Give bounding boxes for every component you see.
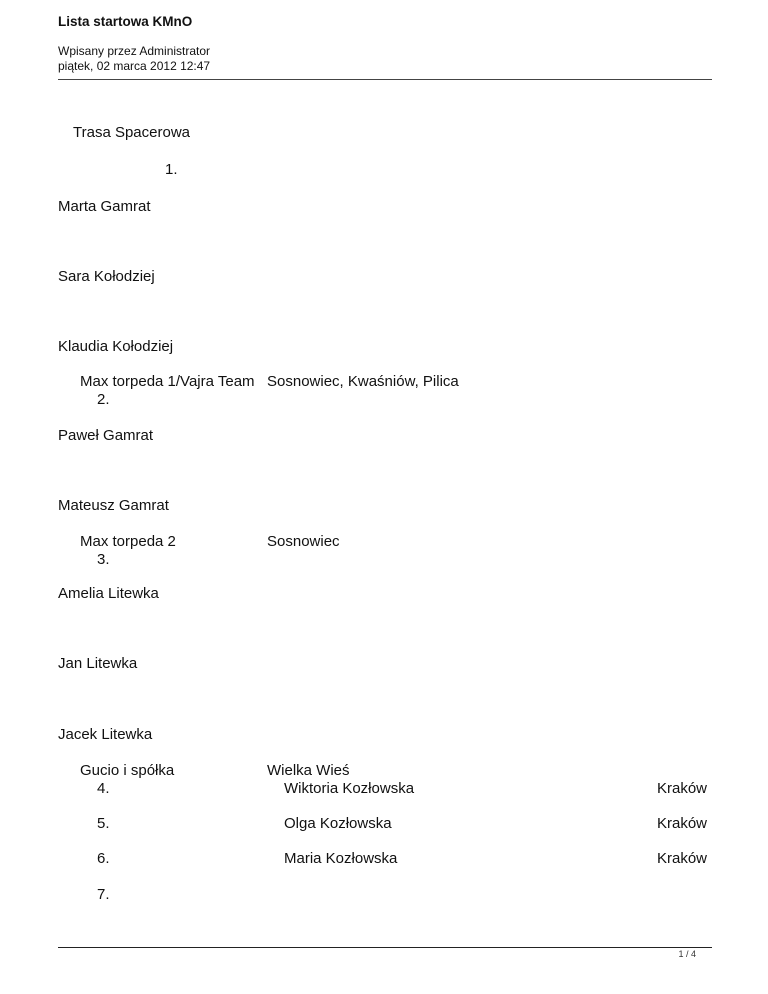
team-location: Sosnowiec, Kwaśniów, Pilica — [267, 373, 459, 390]
participant-name: Maria Kozłowska — [284, 850, 398, 867]
participant-city: Kraków — [657, 815, 708, 832]
team-name: Max torpeda 2 — [80, 533, 176, 550]
entry-number: 7. — [97, 886, 110, 903]
participant-name: Olga Kozłowska — [284, 815, 392, 832]
participant-name: Wiktoria Kozłowska — [284, 780, 415, 797]
entry-number: 1. — [165, 161, 178, 178]
team-location: Wielka Wieś — [267, 762, 350, 779]
route-name: Trasa Spacerowa — [73, 124, 190, 141]
team-name: Max torpeda 1/Vajra Team — [80, 373, 255, 390]
member-name: Klaudia Kołodziej — [58, 338, 174, 355]
header-divider — [58, 79, 712, 80]
member-name: Mateusz Gamrat — [58, 497, 169, 514]
team-location: Sosnowiec — [267, 533, 340, 550]
team-name: Gucio i spółka — [80, 762, 175, 779]
entry-number: 3. — [97, 551, 110, 568]
member-name: Sara Kołodziej — [58, 268, 155, 285]
member-name: Marta Gamrat — [58, 198, 151, 215]
entry-number: 6. — [97, 850, 110, 867]
document-title: Lista startowa KMnO — [58, 14, 193, 29]
member-name: Paweł Gamrat — [58, 427, 154, 444]
member-name: Amelia Litewka — [58, 585, 159, 602]
entry-number: 2. — [97, 391, 110, 408]
participant-city: Kraków — [657, 780, 708, 797]
date-line: piątek, 02 marca 2012 12:47 — [58, 59, 211, 73]
entry-number: 5. — [97, 815, 110, 832]
participant-city: Kraków — [657, 850, 708, 867]
footer-divider — [58, 947, 712, 948]
entry-number: 4. — [97, 780, 110, 797]
member-name: Jacek Litewka — [58, 726, 153, 743]
member-name: Jan Litewka — [58, 655, 138, 672]
author-line: Wpisany przez Administrator — [58, 44, 211, 58]
page-number: 1 / 4 — [678, 949, 696, 959]
